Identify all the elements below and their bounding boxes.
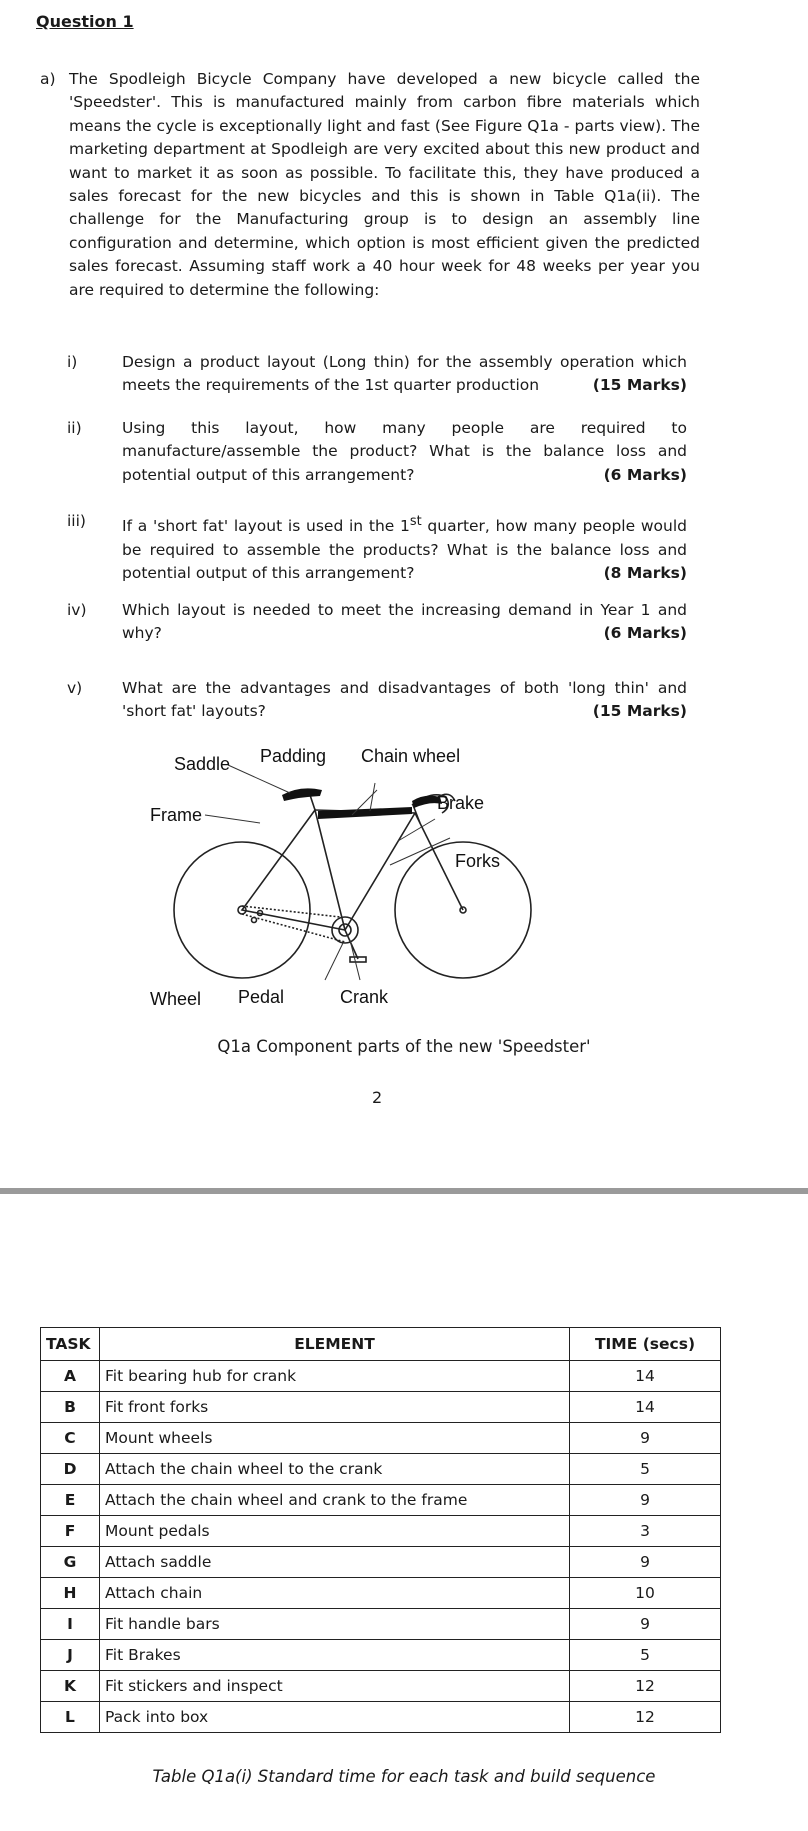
- label-forks: Forks: [455, 851, 500, 871]
- element-cell: Fit Brakes: [100, 1640, 570, 1671]
- task-table: [40, 1327, 721, 1733]
- subquestion-number: iii): [67, 512, 86, 530]
- label-crank: Crank: [340, 987, 389, 1007]
- table-row: [41, 1485, 721, 1516]
- subquestion-number: ii): [67, 419, 82, 437]
- intro-paragraph: [40, 68, 700, 303]
- task-cell: L: [41, 1702, 100, 1733]
- table-row: [41, 1392, 721, 1423]
- time-cell: 9: [570, 1423, 721, 1454]
- subquestion-text: What are the advantages and disadvantages of both 'long thin' and 'short fat' layouts?: [122, 679, 687, 721]
- time-cell: 12: [570, 1702, 721, 1733]
- label-chain-wheel: Chain wheel: [361, 746, 461, 766]
- time-cell: 5: [570, 1640, 721, 1671]
- task-cell: E: [41, 1485, 100, 1516]
- table-row: [41, 1423, 721, 1454]
- subquestion-marks: (15 Marks): [592, 376, 687, 395]
- element-cell: Fit front forks: [100, 1392, 570, 1423]
- subquestion-number: i): [67, 353, 78, 371]
- task-cell: F: [41, 1516, 100, 1547]
- subquestion-text: Using this layout, how many people are required to manufacture/assemble the product? What is the balance loss and potential output of this arrangement?: [122, 419, 687, 484]
- label-brake: Brake: [437, 793, 485, 813]
- element-cell: Attach the chain wheel to the crank: [100, 1454, 570, 1485]
- label-wheel: Wheel: [150, 989, 202, 1009]
- task-cell: G: [41, 1547, 100, 1578]
- pedal: [350, 957, 366, 962]
- leader-lines: [205, 765, 450, 980]
- element-cell: Mount wheels: [100, 1423, 570, 1454]
- table-caption: Table Q1a(i) Standard time for each task and build sequence: [152, 1767, 656, 1786]
- time-cell: 9: [570, 1485, 721, 1516]
- table-row: [41, 1609, 721, 1640]
- subquestion-marks: (15 Marks): [592, 702, 687, 721]
- table-row: [41, 1361, 721, 1392]
- subquestion-number: iv): [67, 601, 87, 619]
- label-frame: Frame: [150, 805, 203, 825]
- element-cell: Mount pedals: [100, 1516, 570, 1547]
- subquestion-marks: (8 Marks): [603, 563, 687, 582]
- element-cell: Pack into box: [100, 1702, 570, 1733]
- figure-caption: Q1a Component parts of the new 'Speedster': [217, 1037, 591, 1056]
- subquestion-marks: (6 Marks): [603, 465, 687, 484]
- header-element: ELEMENT: [100, 1328, 570, 1361]
- intro-text: The Spodleigh Bicycle Company have developed a new bicycle called the 'Speedster'. This is manufactured mainly from carbon fibre materials which means the cycle is exceptionally light and fast (See Figure Q1a - parts view). The marketing department at Spodleigh are very excited about this new product and want to market it as soon as possible. To facilitate this, they have produced a sales forecast for the new bicycles and this is shown in Table Q1a(ii). The challenge for the Manufacturing group is to design an assembly line configuration and determine, which option is most efficient given the predicted sales forecast. Assuming staff work a 40 hour week for 48 weeks per year you are required to determine the following:: [69, 70, 700, 299]
- table-row: [41, 1578, 721, 1609]
- element-cell: Attach saddle: [100, 1547, 570, 1578]
- time-cell: 9: [570, 1547, 721, 1578]
- task-cell: A: [41, 1361, 100, 1392]
- element-cell: Fit handle bars: [100, 1609, 570, 1640]
- chain-top: [242, 906, 340, 917]
- subquestion-text: Which layout is needed to meet the increasing demand in Year 1 and why?: [122, 601, 687, 643]
- time-cell: 10: [570, 1578, 721, 1609]
- header-time: TIME (secs): [570, 1328, 721, 1361]
- element-cell: Attach chain: [100, 1578, 570, 1609]
- time-cell: 14: [570, 1392, 721, 1423]
- chain-bottom: [242, 914, 345, 942]
- intro-label: a): [40, 70, 56, 88]
- table-row: [41, 1671, 721, 1702]
- time-cell: 14: [570, 1361, 721, 1392]
- task-cell: I: [41, 1609, 100, 1640]
- table-header-row: [41, 1328, 721, 1361]
- element-cell: Fit bearing hub for crank: [100, 1361, 570, 1392]
- page-divider: [0, 1188, 808, 1194]
- subquestion-marks: (6 Marks): [603, 624, 687, 643]
- task-cell: B: [41, 1392, 100, 1423]
- task-cell: C: [41, 1423, 100, 1454]
- padding: [318, 807, 412, 819]
- task-cell: H: [41, 1578, 100, 1609]
- seat-post: [310, 795, 315, 810]
- table-row: [41, 1516, 721, 1547]
- label-saddle: Saddle: [174, 754, 231, 774]
- table-row: [41, 1454, 721, 1485]
- time-cell: 12: [570, 1671, 721, 1702]
- table-row: [41, 1547, 721, 1578]
- task-cell: J: [41, 1640, 100, 1671]
- task-cell: K: [41, 1671, 100, 1702]
- subquestion-text: If a 'short fat' layout is used in the 1st quarter, how many people would be required to assemble the products? What is the balance loss and potential output of this arrangement?: [122, 514, 688, 582]
- subquestion-number: v): [67, 679, 83, 697]
- label-pedal: Pedal: [238, 987, 285, 1007]
- derailleur-a: [252, 918, 257, 923]
- time-cell: 3: [570, 1516, 721, 1547]
- table-row: [41, 1640, 721, 1671]
- table-row: [41, 1702, 721, 1733]
- question-title: Question 1: [36, 12, 134, 31]
- time-cell: 5: [570, 1454, 721, 1485]
- label-padding: Padding: [260, 746, 327, 766]
- element-cell: Attach the chain wheel and crank to the frame: [100, 1485, 570, 1516]
- page-number: 2: [372, 1088, 383, 1107]
- bicycle-figure: [150, 735, 600, 1020]
- time-cell: 9: [570, 1609, 721, 1640]
- saddle: [282, 788, 322, 801]
- superscript-st: st: [409, 514, 422, 529]
- subquestion-text: Design a product layout (Long thin) for the assembly operation which meets the requirements of the 1st quarter production: [122, 353, 687, 395]
- element-cell: Fit stickers and inspect: [100, 1671, 570, 1702]
- task-cell: D: [41, 1454, 100, 1485]
- header-task: TASK: [41, 1328, 100, 1361]
